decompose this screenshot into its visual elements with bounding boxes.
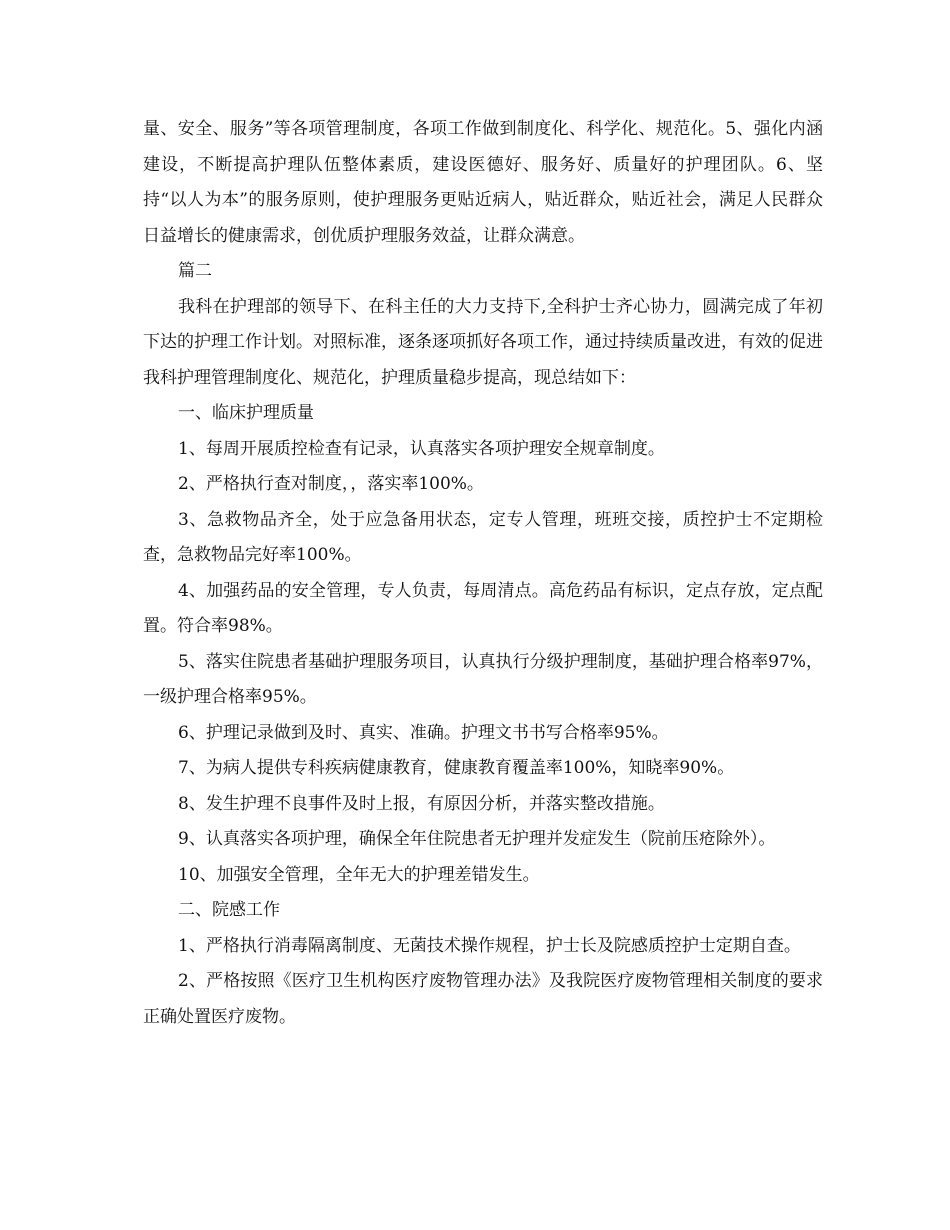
list-item: 10、加强安全管理，全年无大的护理差错发生。	[178, 864, 540, 885]
paragraph-continuation: 量、安全、服务”等各项管理制度，各项工作做到制度化、科学化、规范化。5、强化内涵建设，不断提高护理队伍整体素质，建设医德好、服务好、质量好的护理团队。6、坚持“以人为本”的服务原则，使护理服务更贴近病人，贴近群众，贴近社会，满足人民群众日益增长的健康需求，创优质护理服务效益，让群众满意。	[143, 119, 823, 246]
document-body	[143, 112, 823, 1035]
list-item: 8、发生护理不良事件及时上报，有原因分析，并落实整改措施。	[178, 793, 665, 814]
list-item: 5、落实住院患者基础护理服务项目，认真执行分级护理制度，基础护理合格率97%，一级护理合格率95%。	[143, 651, 823, 707]
list-item: 3、急救物品齐全，处于应急备用状态，定专人管理，班班交接，质控护士不定期检查，急救物品完好率100%。	[143, 509, 823, 565]
list-item: 2、严格按照《医疗卫生机构医疗废物管理办法》及我院医疗废物管理相关制度的要求正确处置医疗废物。	[143, 971, 823, 1027]
section-heading-part-two: 篇二	[178, 261, 212, 281]
list-item: 1、每周开展质控检查有记录，认真落实各项护理安全规章制度。	[178, 438, 665, 459]
list-item: 7、为病人提供专科疾病健康教育，健康教育覆盖率100%，知晓率90%。	[178, 758, 735, 778]
section-heading-infection-control: 二、院感工作	[178, 900, 280, 920]
list-item: 9、认真落实各项护理，确保全年住院患者无护理并发症发生（院前压疮除外）。	[178, 829, 776, 849]
list-item: 6、护理记录做到及时、真实、准确。护理文书书写合格率95%。	[178, 722, 669, 743]
section-heading-clinical-nursing: 一、临床护理质量	[178, 403, 314, 423]
list-item: 1、严格执行消毒隔离制度、无菌技术操作规程，护士长及院感质控护士定期自查。	[178, 935, 801, 956]
list-item: 2、严格执行查对制度，，落实率100%。	[178, 474, 484, 494]
list-item: 4、加强药品的安全管理，专人负责，每周清点。高危药品有标识，定点存放，定点配置。符合率98%。	[143, 580, 823, 636]
paragraph-intro: 我科在护理部的领导下、在科主任的大力支持下,全科护士齐心协力，圆满完成了年初下达的护理工作计划。对照标准，逐条逐项抓好各项工作，通过持续质量改进，有效的促进我科护理管理制度化、规范化，护理质量稳步提高，现总结如下：	[143, 296, 823, 388]
